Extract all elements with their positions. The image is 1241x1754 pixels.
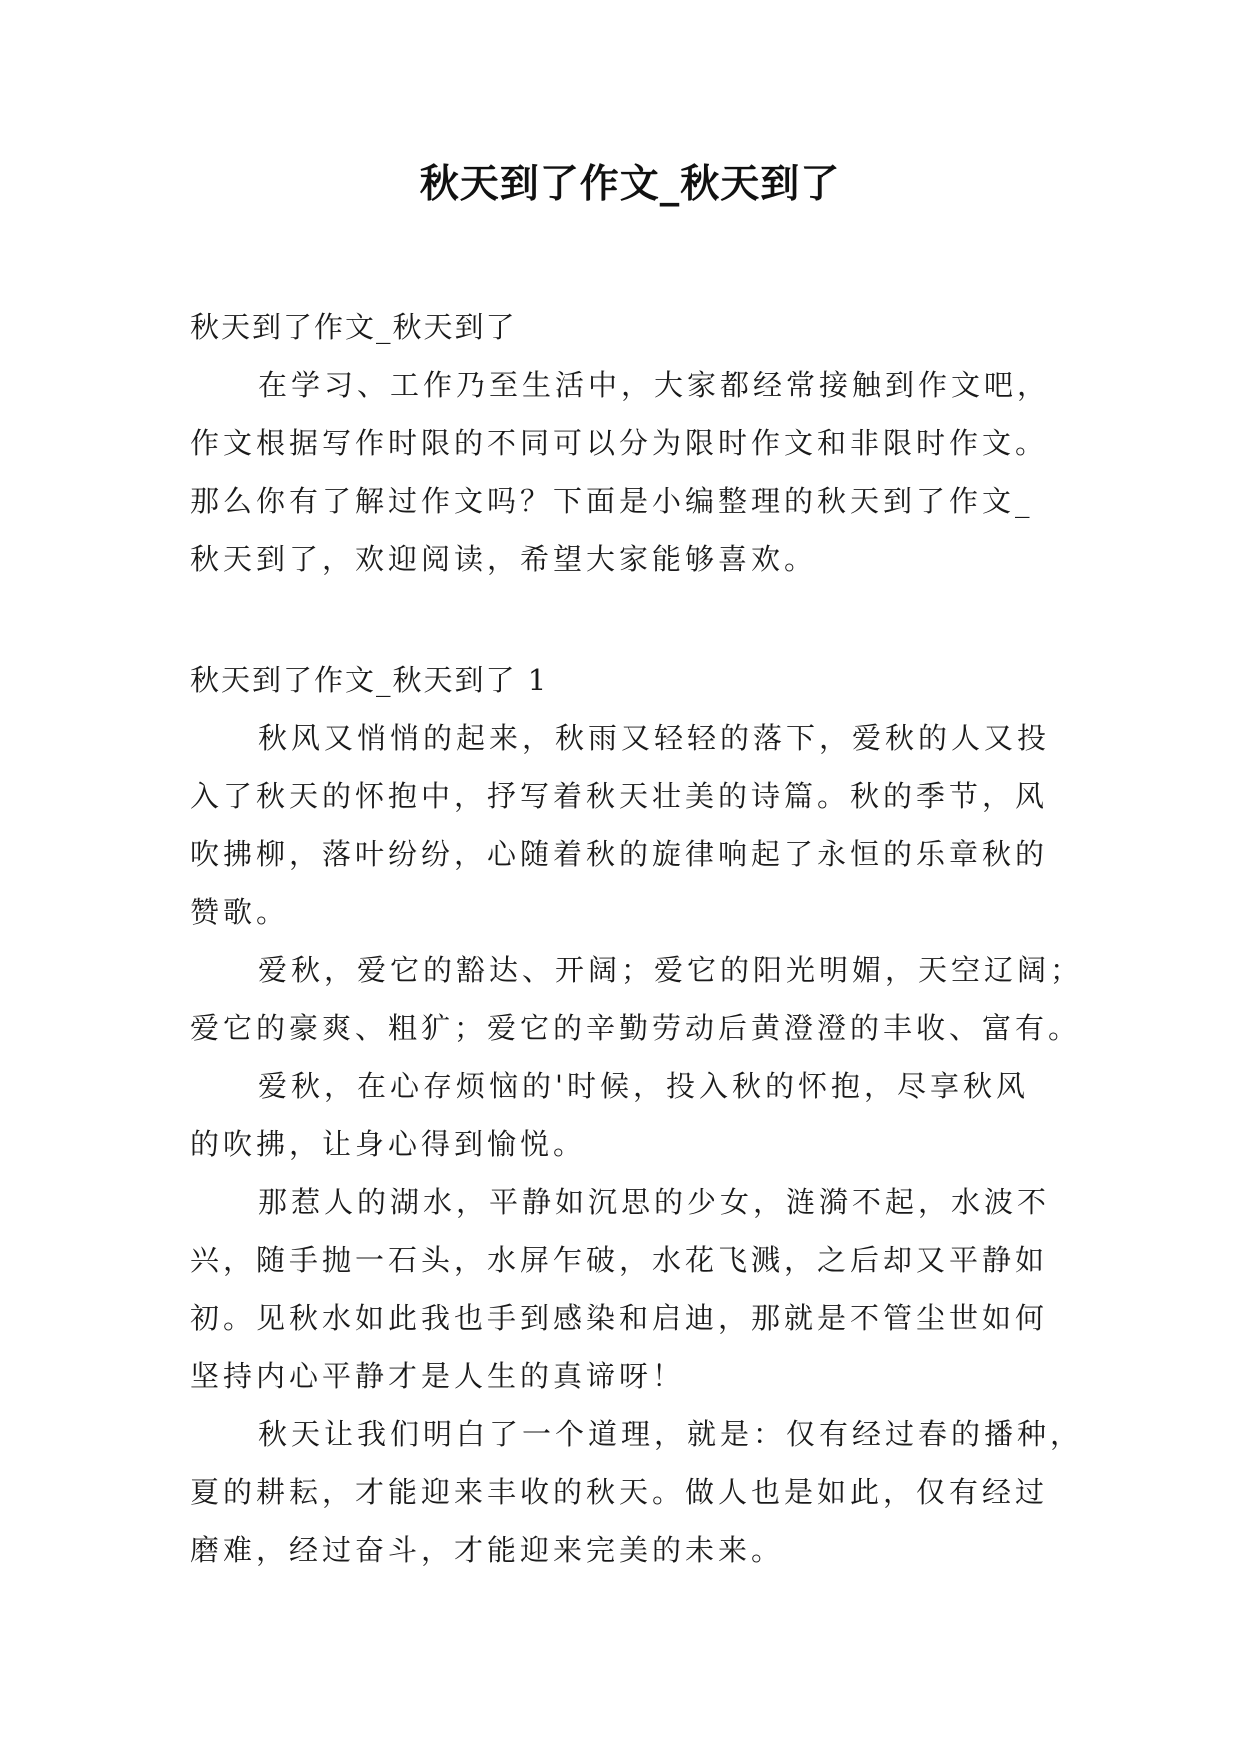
paragraph-line: 坚持内心平静才是人生的真谛呀！ — [190, 1359, 686, 1393]
paragraph-line: 秋风又悄悄的起来，秋雨又轻轻的落下，爱秋的人又投 — [258, 721, 1051, 755]
body-paragraph — [190, 709, 1070, 941]
paragraph-line: 那惹人的湖水，平静如沉思的少女，涟漪不起，水波不 — [258, 1185, 1051, 1219]
paragraph-line: 爱秋，爱它的豁达、开阔；爱它的阳光明媚，天空辽阔； — [258, 953, 1084, 987]
body-paragraph — [190, 1057, 1070, 1173]
paragraph-line: 秋天让我们明白了一个道理，就是：仅有经过春的播种， — [258, 1417, 1084, 1451]
body-paragraph — [190, 1173, 1070, 1405]
intro-heading: 秋天到了作文_秋天到了 — [190, 310, 517, 344]
paragraph-line: 秋天到了，欢迎阅读，希望大家能够喜欢。 — [190, 542, 818, 576]
paragraph-line: 那么你有了解过作文吗？下面是小编整理的秋天到了作文_ — [190, 484, 1034, 518]
paragraph-line: 在学习、工作乃至生活中，大家都经常接触到作文吧， — [258, 368, 1051, 402]
section-heading: 秋天到了作文_秋天到了 1 — [190, 663, 549, 697]
body-paragraph — [190, 1405, 1084, 1579]
document-title: 秋天到了作文_秋天到了 — [419, 162, 841, 207]
paragraph-line: 作文根据写作时限的不同可以分为限时作文和非限时作文。 — [190, 426, 1049, 460]
paragraph-line: 初。见秋水如此我也手到感染和启迪，那就是不管尘世如何 — [190, 1301, 1049, 1335]
paragraph-line: 夏的耕耘，才能迎来丰收的秋天。做人也是如此，仅有经过 — [190, 1475, 1049, 1509]
paragraph-line: 赞歌。 — [190, 895, 290, 929]
paragraph-line: 吹拂柳，落叶纷纷，心随着秋的旋律响起了永恒的乐章秋的 — [190, 837, 1049, 871]
paragraph-line: 爱秋，在心存烦恼的'时候，投入秋的怀抱，尽享秋风 — [258, 1069, 1029, 1103]
paragraph-line: 磨难，经过奋斗，才能迎来完美的未来。 — [190, 1533, 785, 1567]
paragraph-line: 兴，随手抛一石头，水屏乍破，水花飞溅，之后却又平静如 — [190, 1243, 1049, 1277]
body-paragraph — [190, 941, 1084, 1057]
paragraph-line: 入了秋天的怀抱中，抒写着秋天壮美的诗篇。秋的季节，风 — [190, 779, 1049, 813]
paragraph-line: 的吹拂，让身心得到愉悦。 — [190, 1127, 587, 1161]
paragraph-line: 爱它的豪爽、粗犷；爱它的辛勤劳动后黄澄澄的丰收、富有。 — [190, 1011, 1082, 1045]
intro-paragraph — [190, 356, 1070, 588]
document-page — [190, 150, 1084, 1579]
